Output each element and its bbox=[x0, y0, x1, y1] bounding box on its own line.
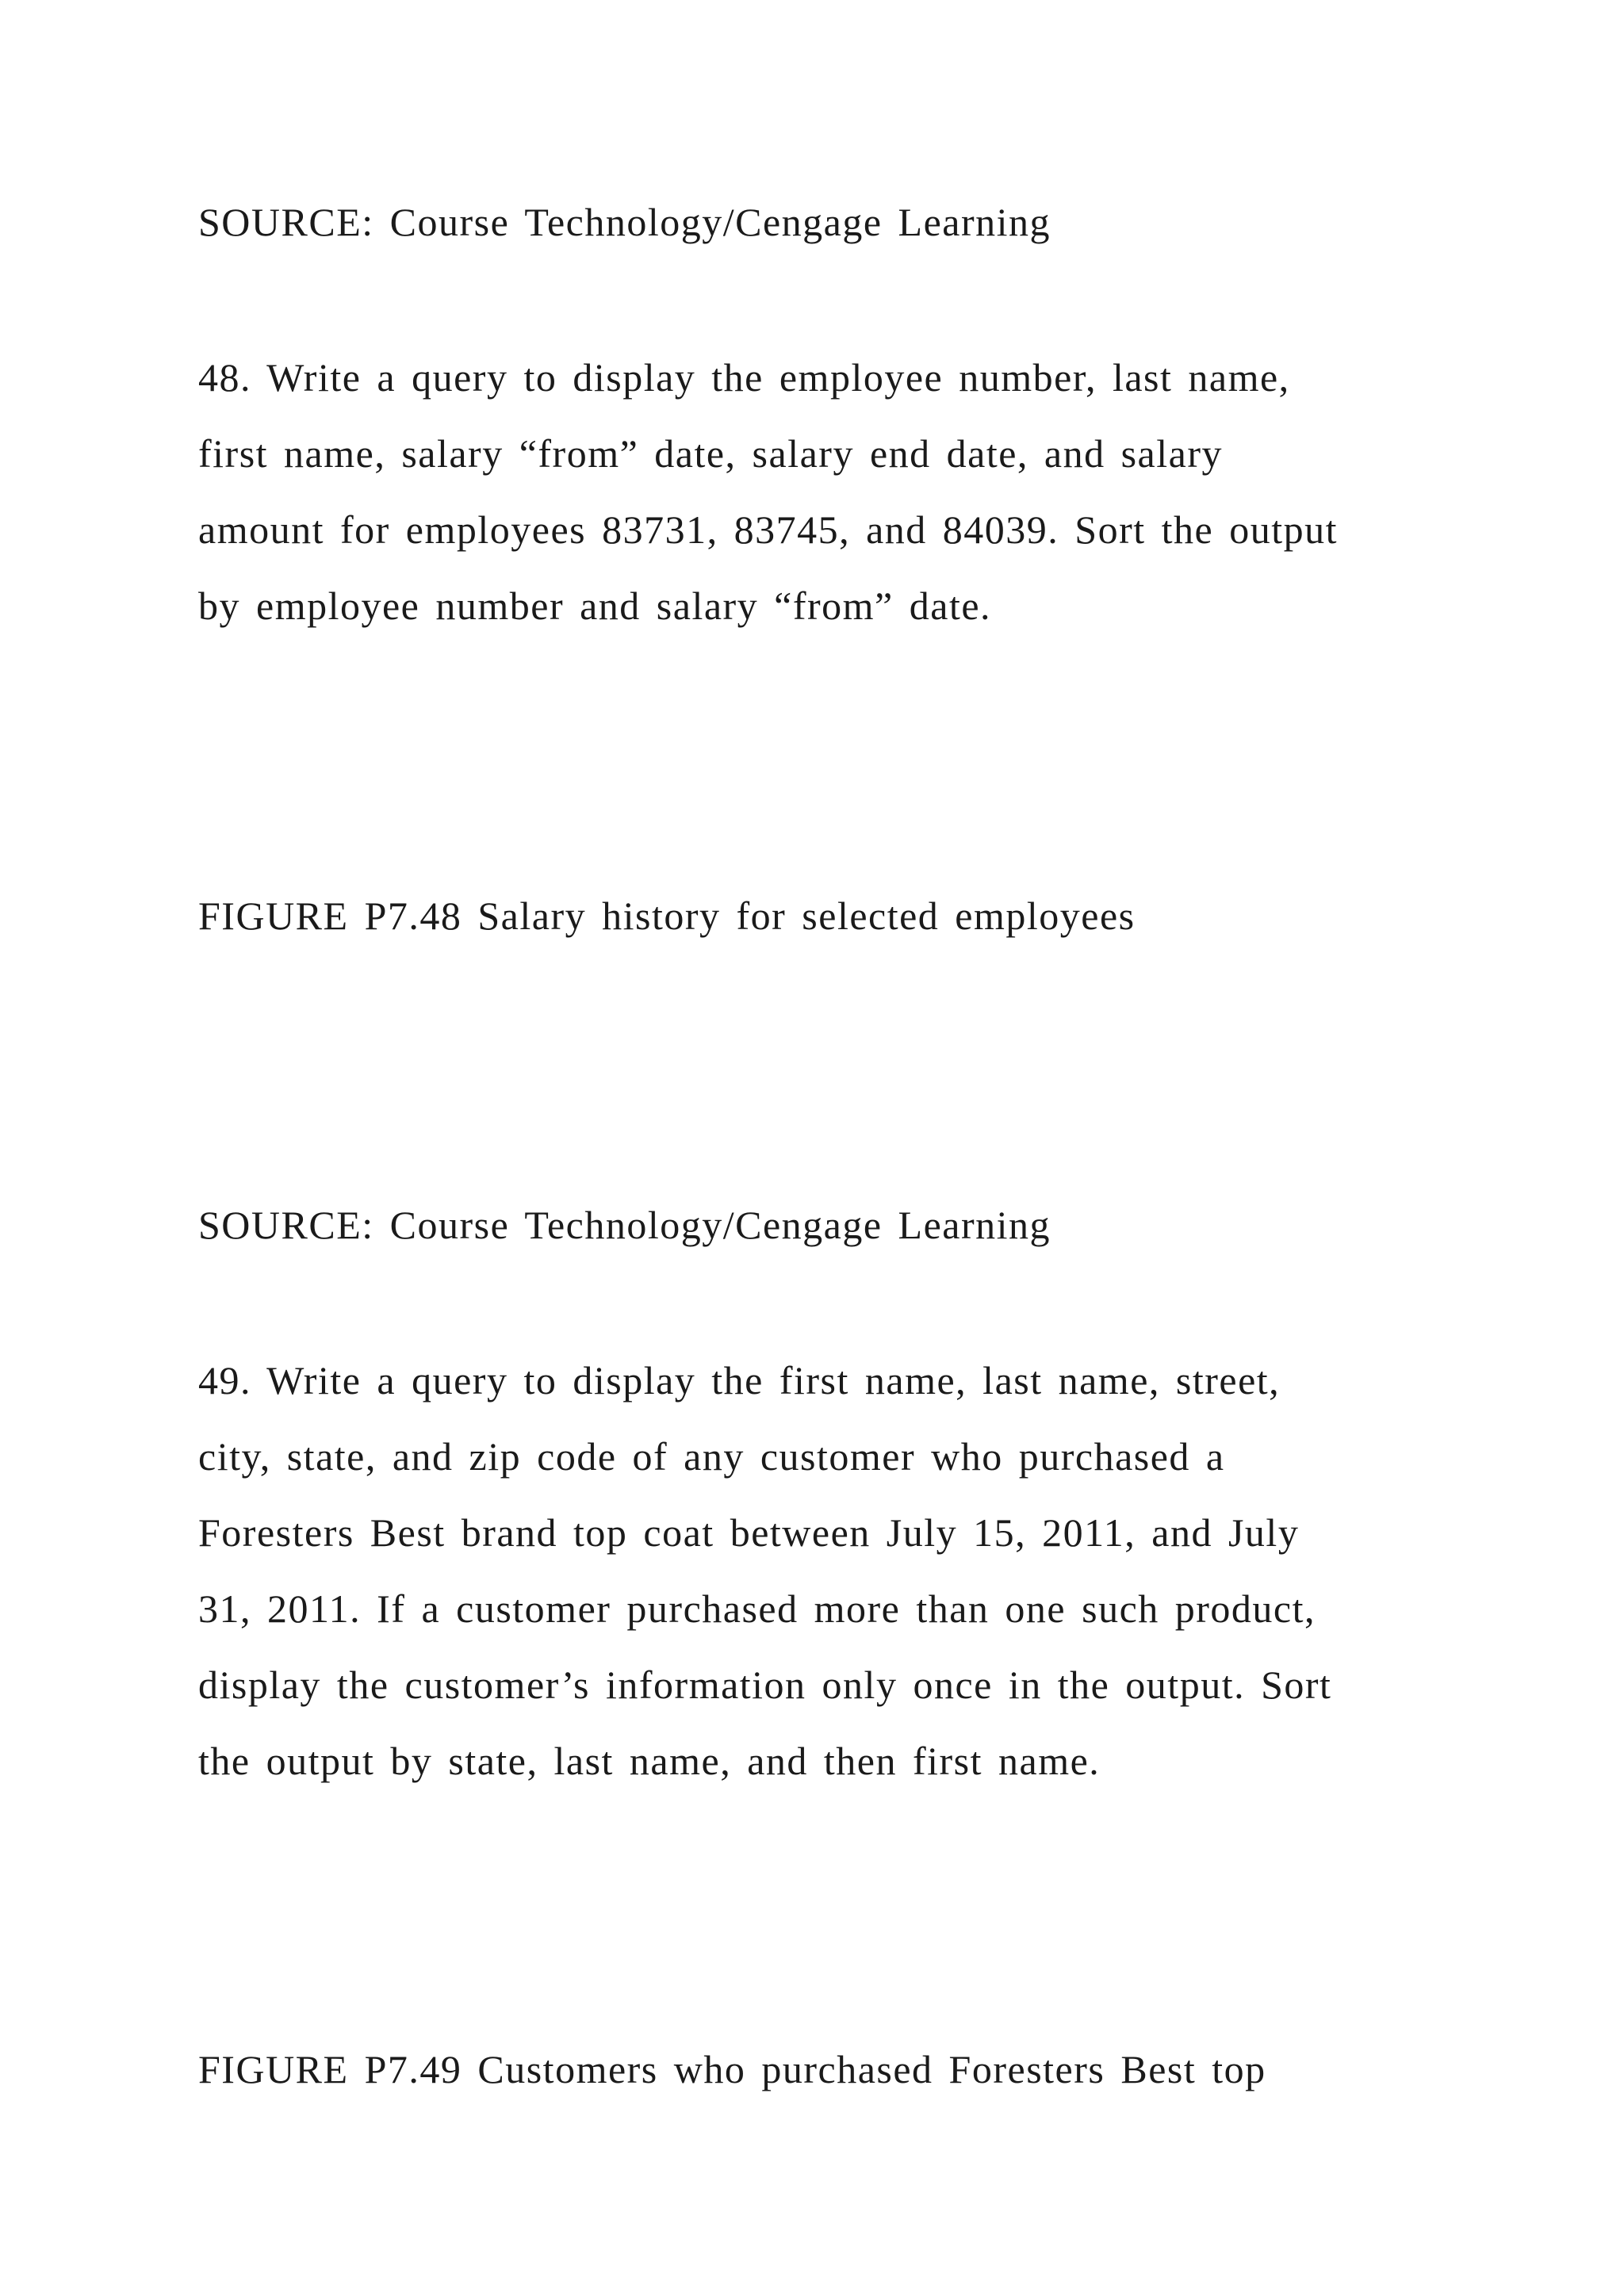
figure-caption-p7-48: FIGURE P7.48 Salary history for selected employees bbox=[198, 894, 1136, 938]
question-49-line: 49. Write a query to display the first name, last name, street, bbox=[198, 1358, 1281, 1402]
question-49-line: display the customer’s information only once in the output. Sort bbox=[198, 1663, 1332, 1707]
source-credit: SOURCE: Course Technology/Cengage Learning bbox=[198, 1203, 1051, 1247]
source-credit: SOURCE: Course Technology/Cengage Learning bbox=[198, 200, 1051, 244]
question-49-line: the output by state, last name, and then first name. bbox=[198, 1739, 1101, 1783]
question-48 bbox=[198, 339, 1435, 644]
question-49 bbox=[198, 1342, 1435, 1799]
question-48-line: first name, salary “from” date, salary end date, and salary bbox=[198, 431, 1223, 476]
question-48-line: by employee number and salary “from” date. bbox=[198, 584, 992, 628]
question-48-line: amount for employees 83731, 83745, and 84039. Sort the output bbox=[198, 507, 1339, 552]
question-49-line: Foresters Best brand top coat between July 15, 2011, and July bbox=[198, 1510, 1300, 1555]
question-49-line: 31, 2011. If a customer purchased more than one such product, bbox=[198, 1586, 1316, 1631]
question-48-line: 48. Write a query to display the employee number, last name, bbox=[198, 355, 1290, 400]
figure-caption-p7-49: FIGURE P7.49 Customers who purchased Foresters Best top bbox=[198, 2047, 1266, 2091]
question-49-line: city, state, and zip code of any customer who purchased a bbox=[198, 1434, 1225, 1479]
